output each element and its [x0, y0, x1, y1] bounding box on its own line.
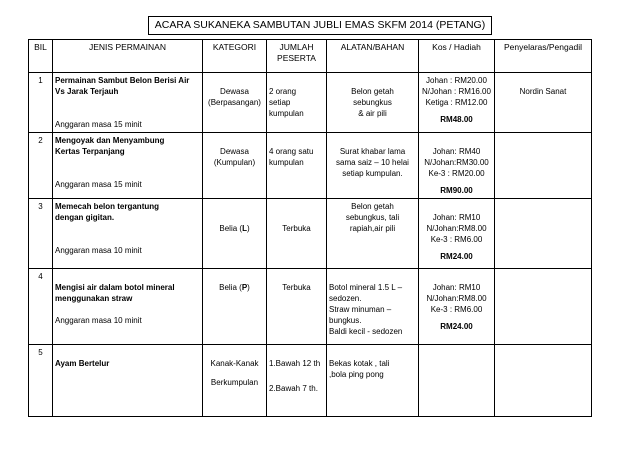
- kos-cell: [419, 133, 495, 199]
- kategori-cell: [203, 345, 267, 417]
- header-jumlah: JUMLAH PESERTA: [267, 40, 327, 73]
- jumlah-cell: [267, 73, 327, 133]
- alatan-line: sebungkus, tali: [345, 213, 400, 222]
- prize-line: Ke-3 : RM20.00: [428, 169, 485, 178]
- jumlah-cell: [267, 345, 327, 417]
- alatan-line: Surat khabar lama: [339, 147, 406, 156]
- prize-line: Johan: RM40: [432, 147, 481, 156]
- penyelaras-cell: [495, 345, 592, 417]
- alatan-line: Belon getah: [351, 87, 394, 96]
- jumlah-line: 4 orang satu: [269, 147, 314, 156]
- kategori-line: (Kumpulan): [213, 158, 256, 167]
- event-name-line: Kertas Terpanjang: [55, 147, 125, 156]
- kategori-cell: [203, 73, 267, 133]
- jumlah-line: 2 orang: [269, 87, 297, 96]
- jumlah-line: kumpulan: [269, 158, 304, 167]
- prize-total: RM90.00: [440, 186, 473, 195]
- jumlah-line: Terbuka: [282, 283, 311, 292]
- header-bil: BIL: [29, 40, 53, 73]
- jumlah-line: kumpulan: [269, 109, 304, 118]
- kos-cell: [419, 73, 495, 133]
- event-name-line: Vs Jarak Terjauh: [55, 87, 119, 96]
- prize-line: N/Johan:RM8.00: [426, 224, 487, 233]
- prize-line: Johan: RM10: [432, 283, 481, 292]
- jumlah-line: 1.Bawah 12 th: [269, 359, 321, 368]
- kategori-line: Dewasa: [220, 87, 249, 96]
- event-name-line: Ayam Bertelur: [55, 359, 110, 368]
- bil-cell: 2: [29, 133, 53, 199]
- alatan-line: Bekas kotak , tali: [329, 359, 390, 368]
- bil-cell: 3: [29, 199, 53, 269]
- alatan-line: bungkus.: [329, 316, 362, 325]
- kategori-line: Belia (L): [219, 224, 250, 233]
- jenis-cell: [53, 133, 203, 199]
- alatan-cell: [327, 199, 419, 269]
- prize-line: N/Johan:RM30.00: [424, 158, 489, 167]
- table-row: [29, 345, 592, 417]
- alatan-line: sebungkus: [353, 98, 392, 107]
- jenis-cell: [53, 199, 203, 269]
- prize-line: Johan : RM20.00: [426, 76, 487, 85]
- jumlah-line: Terbuka: [282, 224, 311, 233]
- alatan-line: Botol mineral 1.5 L –: [329, 283, 403, 292]
- alatan-line: rapiah,air pili: [349, 224, 396, 233]
- alatan-line: Straw minuman –: [329, 305, 392, 314]
- prize-line: N/Johan:RM8.00: [426, 294, 487, 303]
- prize-total: RM48.00: [440, 115, 473, 124]
- prize-total: RM24.00: [440, 322, 473, 331]
- header-alatan: ALATAN/BAHAN: [327, 40, 419, 73]
- event-name-line: Mengoyak dan Menyambung: [55, 136, 165, 145]
- header-jenis: JENIS PERMAINAN: [53, 40, 203, 73]
- alatan-line: Baldi kecil - sedozen: [329, 327, 403, 336]
- jenis-cell: [53, 73, 203, 133]
- kos-cell: [419, 345, 495, 417]
- bil-cell: 4: [29, 269, 53, 345]
- event-name-line: Memecah belon tergantung: [55, 202, 160, 211]
- events-table: [28, 39, 592, 417]
- penyelaras-cell: [495, 269, 592, 345]
- jumlah-line: 2.Bawah 7 th.: [269, 384, 318, 393]
- bil-cell: 1: [29, 73, 53, 133]
- prize-line: Johan: RM10: [432, 213, 481, 222]
- header-penyelaras: Penyelaras/Pengadil: [495, 40, 592, 73]
- duration-text: Anggaran masa 15 minit: [55, 120, 142, 129]
- alatan-line: sedozen.: [329, 294, 362, 303]
- bil-cell: 5: [29, 345, 53, 417]
- header-kategori: KATEGORI: [203, 40, 267, 73]
- prize-line: Ketiga : RM12.00: [425, 98, 488, 107]
- prize-line: N/Johan : RM16.00: [422, 87, 491, 96]
- prize-line: Ke-3 : RM6.00: [430, 305, 483, 314]
- jumlah-cell: [267, 199, 327, 269]
- alatan-line: ,bola ping pong: [329, 370, 384, 379]
- header-row: [29, 40, 592, 73]
- alatan-cell: [327, 133, 419, 199]
- kategori-cell: [203, 199, 267, 269]
- event-name-line: Permainan Sambut Belon Berisi Air: [55, 76, 190, 85]
- prize-line: Ke-3 : RM6.00: [430, 235, 483, 244]
- table-row: [29, 73, 592, 133]
- event-name-line: Mengisi air dalam botol mineral: [55, 283, 175, 292]
- kategori-line: Kanak-Kanak: [210, 359, 259, 368]
- event-name-line: dengan gigitan.: [55, 213, 115, 222]
- kategori-line: Belia (P): [219, 283, 250, 292]
- header-kos: Kos / Hadiah: [419, 40, 495, 73]
- jenis-cell: [53, 345, 203, 417]
- penyelaras-name: Nordin Sanat: [519, 87, 567, 96]
- jumlah-cell: [267, 133, 327, 199]
- kategori-cell: [203, 133, 267, 199]
- kategori-line: Berkumpulan: [210, 378, 259, 387]
- kategori-line: (Berpasangan): [208, 98, 261, 107]
- penyelaras-cell: [495, 133, 592, 199]
- prize-total: RM24.00: [440, 252, 473, 261]
- alatan-line: setiap kumpulan.: [342, 169, 403, 178]
- alatan-cell: [327, 73, 419, 133]
- kategori-line: Dewasa: [220, 147, 249, 156]
- kos-cell: [419, 199, 495, 269]
- alatan-line: & air pili: [358, 109, 387, 118]
- kategori-cell: [203, 269, 267, 345]
- table-row: [29, 199, 592, 269]
- kos-cell: [419, 269, 495, 345]
- table-row: [29, 133, 592, 199]
- duration-text: Anggaran masa 10 minit: [55, 316, 142, 325]
- penyelaras-cell: [495, 73, 592, 133]
- jenis-cell: [53, 269, 203, 345]
- alatan-line: sama saiz – 10 helai: [336, 158, 409, 167]
- event-name-line: menggunakan straw: [55, 294, 133, 303]
- alatan-cell: [327, 269, 419, 345]
- penyelaras-cell: [495, 199, 592, 269]
- table-row: [29, 269, 592, 345]
- alatan-line: Belon getah: [351, 202, 394, 211]
- duration-text: Anggaran masa 10 minit: [55, 246, 142, 255]
- document-title: ACARA SUKANEKA SAMBUTAN JUBLI EMAS SKFM 2014 (PETANG): [148, 16, 492, 35]
- jumlah-line: setiap: [269, 98, 291, 107]
- alatan-cell: [327, 345, 419, 417]
- duration-text: Anggaran masa 15 minit: [55, 180, 142, 189]
- jumlah-cell: [267, 269, 327, 345]
